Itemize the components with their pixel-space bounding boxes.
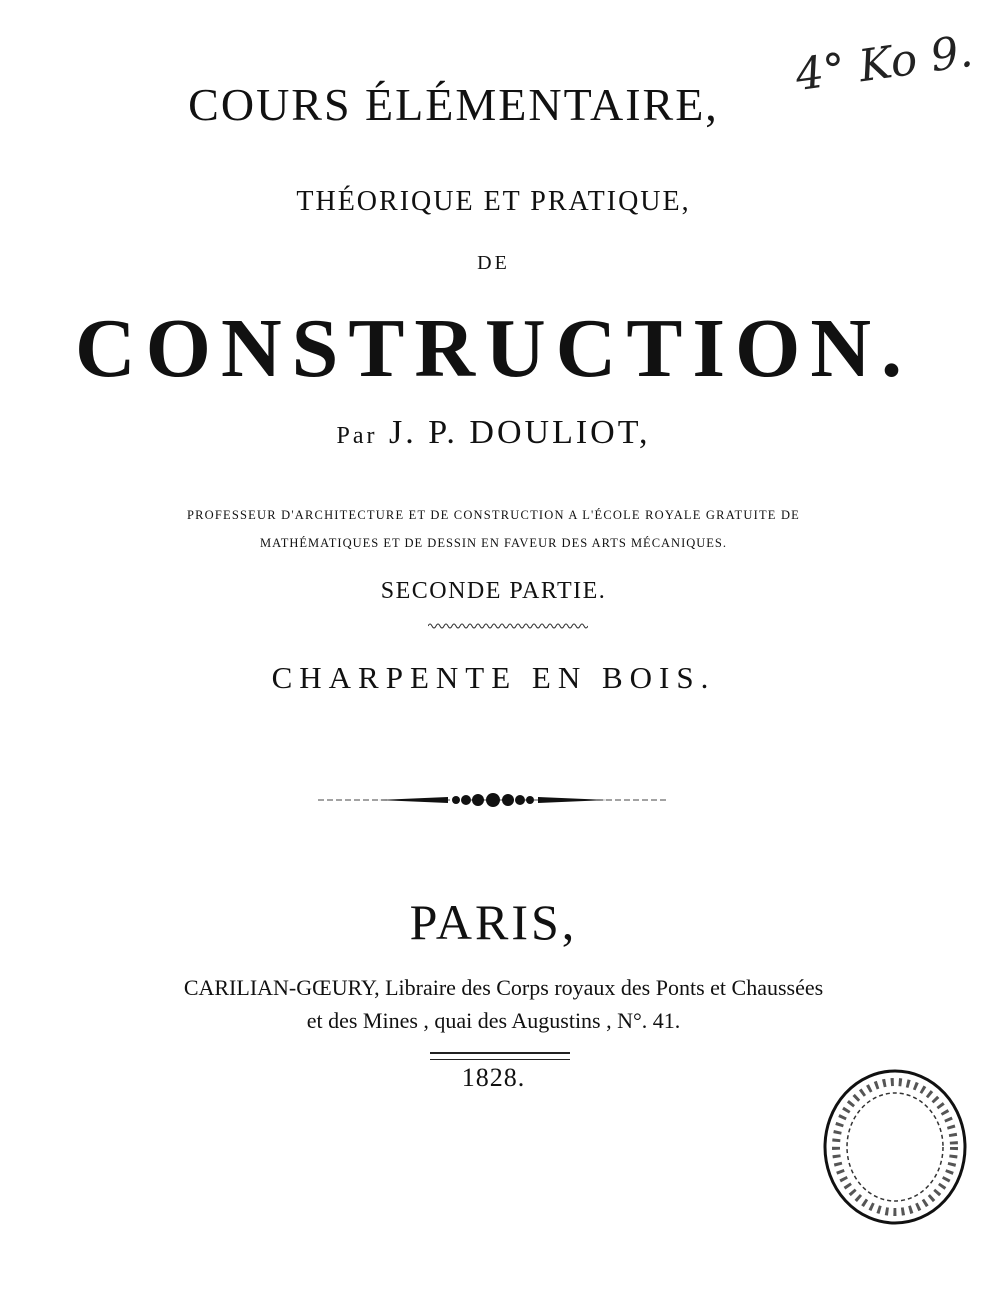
publisher-line-2: et des Mines , quai des Augustins , N°. 41. xyxy=(306,1008,681,1033)
part-subject: CHARPENTE EN BOIS. xyxy=(271,660,716,695)
title-line-1: COURS ÉLÉMENTAIRE, xyxy=(188,79,719,130)
library-stamp xyxy=(820,1062,970,1227)
handwritten-shelfmark: 4° Ko 9. xyxy=(792,25,976,102)
decorative-rule-ornament xyxy=(318,790,668,810)
author-name: J. P. DOULIOT, xyxy=(389,414,651,451)
author-par: Par xyxy=(336,423,378,449)
part-label: SECONDE PARTIE. xyxy=(380,578,607,604)
imprint-year: 1828. xyxy=(461,1063,526,1092)
title-line-3: DE xyxy=(477,252,510,274)
author-credentials-1: PROFESSEUR D'ARCHITECTURE ET DE CONSTRUCTION A L'ÉCOLE ROYALE GRATUITE DE xyxy=(186,508,801,522)
author-line xyxy=(0,414,987,452)
title-line-2: THÉORIQUE ET PRATIQUE, xyxy=(296,186,691,217)
main-title: CONSTRUCTION. xyxy=(74,302,913,395)
author-credentials-2: MATHÉMATIQUES ET DE DESSIN EN FAVEUR DES ARTS MÉCANIQUES. xyxy=(259,536,728,550)
double-rule xyxy=(430,1052,570,1060)
publisher-line-1: CARILIAN-GŒURY, Libraire des Corps royaux des Ponts et Chaussées xyxy=(183,975,824,1000)
wavy-ornament xyxy=(428,622,588,630)
imprint-city: PARIS, xyxy=(409,894,578,950)
